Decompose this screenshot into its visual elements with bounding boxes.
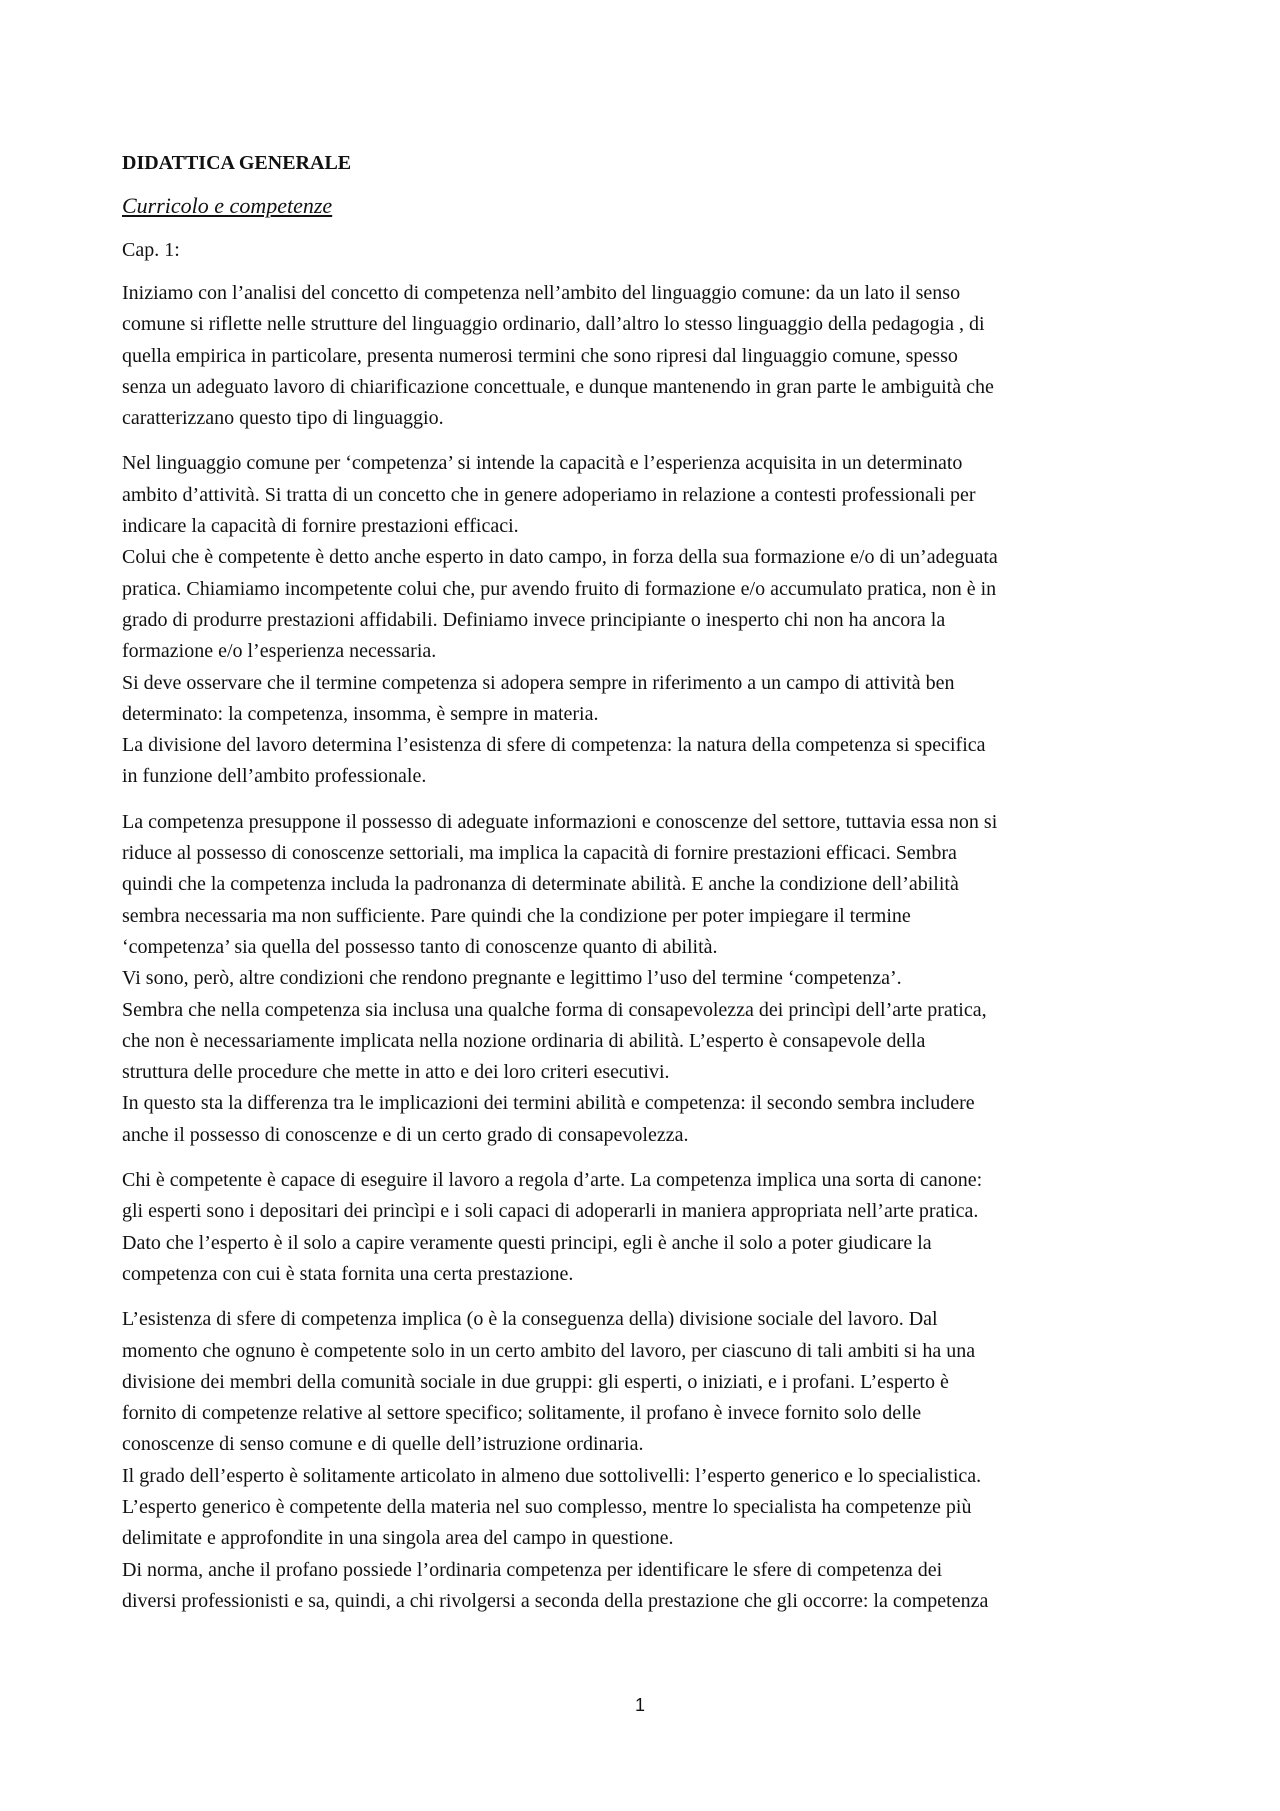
paragraph-line: conoscenze di senso comune e di quelle dell’istruzione ordinaria. — [122, 1433, 644, 1456]
paragraph-line: che non è necessariamente implicata nella nozione ordinaria di abilità. L’esperto è consapevole della — [122, 1029, 926, 1052]
paragraph-line: Il grado dell’esperto è solitamente articolato in almeno due sottolivelli: l’esperto generico e lo specialistica. — [122, 1464, 982, 1487]
paragraph-line: Nel linguaggio comune per ‘competenza’ si intende la capacità e l’esperienza acquisita in un determinato — [122, 452, 963, 475]
paragraph-line: momento che ognuno è competente solo in un certo ambito del lavoro, per ciascuno di tali ambiti si ha una — [122, 1339, 976, 1362]
document-title: DIDATTICA GENERALE — [122, 152, 352, 174]
paragraph-line: grado di produrre prestazioni affidabili. Definiamo invece principiante o inesperto chi non ha ancora la — [122, 608, 946, 631]
paragraph-line: delimitate e approfondite in una singola area del campo in questione. — [122, 1527, 674, 1550]
paragraph-line: diversi professionisti e sa, quindi, a chi rivolgersi a seconda della prestazione che gli occorre: la competenza — [122, 1589, 989, 1612]
paragraph-line: Di norma, anche il profano possiede l’ordinaria competenza per identificare le sfere di competenza dei — [122, 1558, 943, 1581]
paragraph-line: Iniziamo con l’analisi del concetto di competenza nell’ambito del linguaggio comune: da un lato il senso — [122, 282, 961, 304]
paragraph-line: pratica. Chiamiamo incompetente colui che, pur avendo fruito di formazione e/o accumulato pratica, non è in — [122, 577, 997, 600]
paragraph-line: La competenza presuppone il possesso di adeguate informazioni e conoscenze del settore, tuttavia essa non si — [122, 810, 998, 833]
paragraph-line: Sembra che nella competenza sia inclusa una qualche forma di consapevolezza dei princìpi dell’arte pratica, — [122, 998, 987, 1021]
paragraph-line: comune si riflette nelle strutture del linguaggio ordinario, dall’altro lo stesso linguaggio della pedagogia , di — [122, 313, 985, 336]
paragraph-line: struttura delle procedure che mette in atto e dei loro criteri esecutivi. — [122, 1061, 670, 1084]
paragraph-line: In questo sta la differenza tra le implicazioni dei termini abilità e competenza: il secondo sembra includere — [122, 1092, 975, 1115]
paragraph — [122, 448, 1172, 792]
paragraph-line: quindi che la competenza includa la padronanza di determinate abilità. E anche la condizione dell’abilità — [122, 873, 959, 896]
paragraph-line: determinato: la competenza, insomma, è sempre in materia. — [122, 702, 599, 725]
paragraph — [122, 807, 1172, 1151]
paragraph-line: indicare la capacità di fornire prestazioni efficaci. — [122, 515, 519, 538]
paragraph-line: anche il possesso di conoscenze e di un certo grado di consapevolezza. — [122, 1123, 689, 1146]
paragraph-line: Colui che è competente è detto anche esperto in dato campo, in forza della sua formazione e/o di un’adeguata — [122, 546, 998, 569]
paragraph-line: caratterizzano questo tipo di linguaggio. — [122, 407, 444, 430]
page-number: 1 — [634, 1695, 645, 1715]
paragraph-line: L’esistenza di sfere di competenza implica (o è la conseguenza della) divisione sociale del lavoro. Dal — [122, 1308, 938, 1331]
paragraph — [122, 1304, 1172, 1617]
paragraph-line: sembra necessaria ma non sufficiente. Pare quindi che la condizione per poter impiegare il termine — [122, 904, 911, 927]
document-page — [122, 150, 1172, 1631]
paragraph-line: formazione e/o l’esperienza necessaria. — [122, 640, 437, 663]
paragraph-line: Vi sono, però, altre condizioni che rendono pregnante e legittimo l’uso del termine ‘competenza’. — [122, 967, 902, 990]
paragraph-line: divisione dei membri della comunità sociale in due gruppi: gli esperti, o iniziati, e i profani. L’esperto è — [122, 1370, 949, 1393]
paragraph-line: La divisione del lavoro determina l’esistenza di sfere di competenza: la natura della competenza si specifica — [122, 734, 986, 757]
paragraph-line: Chi è competente è capace di eseguire il lavoro a regola d’arte. La competenza implica una sorta di canone: — [122, 1169, 983, 1192]
paragraph-line: Si deve osservare che il termine competenza si adopera sempre in riferimento a un campo di attività ben — [122, 671, 955, 694]
paragraph-line: senza un adeguato lavoro di chiarificazione concettuale, e dunque mantenendo in gran parte le ambiguità che — [122, 375, 994, 398]
paragraph-line: ‘competenza’ sia quella del possesso tanto di conoscenze quanto di abilità. — [122, 935, 718, 958]
paragraph-line: ambito d’attività. Si tratta di un concetto che in genere adoperiamo in relazione a contesti professionali per — [122, 483, 976, 506]
paragraph — [122, 1165, 1172, 1290]
paragraph — [122, 278, 1172, 434]
paragraph-line: competenza con cui è stata fornita una certa prestazione. — [122, 1262, 574, 1285]
paragraph-line: fornito di competenze relative al settore specifico; solitamente, il profano è invece fornito solo delle — [122, 1402, 922, 1425]
paragraph-line: quella empirica in particolare, presenta numerosi termini che sono ripresi dal linguaggio comune, spesso — [122, 344, 958, 367]
body-text — [122, 278, 1172, 1617]
paragraph-line: Dato che l’esperto è il solo a capire veramente questi principi, egli è anche il solo a poter giudicare la — [122, 1231, 932, 1254]
chapter-heading: Cap. 1: — [122, 239, 180, 261]
document-subtitle: Curricolo e competenze — [122, 193, 333, 218]
paragraph-line: in funzione dell’ambito professionale. — [122, 765, 427, 788]
paragraph-line: gli esperti sono i depositari dei princìpi e i soli capaci di adoperarli in maniera appropriata nell’arte pratica. — [122, 1200, 979, 1223]
paragraph-line: L’esperto generico è competente della materia nel suo complesso, mentre lo specialista ha competenze più — [122, 1495, 972, 1518]
paragraph-line: riduce al possesso di conoscenze settoriali, ma implica la capacità di fornire prestazioni efficaci. Sembra — [122, 842, 957, 865]
